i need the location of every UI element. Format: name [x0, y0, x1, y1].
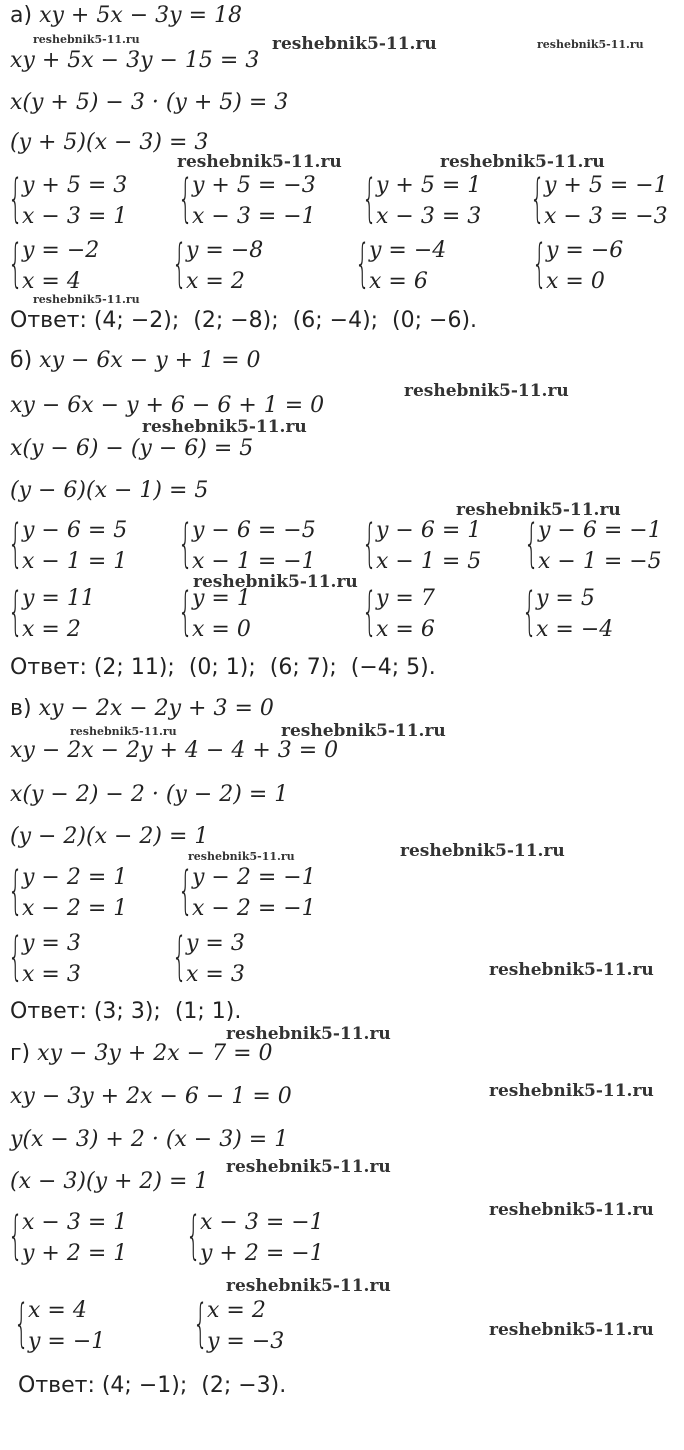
system-row: x = 4: [22, 269, 81, 294]
brace-icon: {: [8, 582, 23, 642]
watermark: reshebnik5-11.ru: [272, 34, 437, 54]
system-row: x = 6: [376, 617, 435, 642]
system-row: x = 2: [207, 1298, 266, 1323]
system-row: y + 5 = 1: [376, 173, 482, 198]
brace-icon: {: [178, 169, 193, 229]
watermark: reshebnik5-11.ru: [489, 1320, 654, 1340]
watermark: reshebnik5-11.ru: [456, 500, 621, 520]
part-a-heading: [10, 2, 242, 30]
watermark: reshebnik5-11.ru: [489, 1081, 654, 1101]
system-row: x − 1 = 5: [376, 549, 482, 574]
system-row: y = −3: [207, 1329, 285, 1354]
part-a-step-1: xy + 5x − 3y − 15 = 3: [10, 48, 260, 73]
system-row: x − 1 = 1: [22, 549, 128, 574]
system-row: y + 5 = 3: [22, 173, 128, 198]
brace-icon: {: [8, 1206, 23, 1266]
system-row: y + 5 = −3: [192, 173, 316, 198]
system-row: x − 2 = 1: [22, 896, 128, 921]
part-b-step-3: (y − 6)(x − 1) = 5: [10, 478, 209, 503]
system-row: y = 3: [186, 931, 245, 956]
system-row: x = 3: [186, 962, 245, 987]
brace-icon: {: [355, 234, 370, 294]
brace-icon: {: [362, 582, 377, 642]
system-row: y − 6 = −5: [192, 518, 316, 543]
part-d-step-3: (x − 3)(y + 2) = 1: [10, 1169, 209, 1194]
system-row: y = −6: [546, 238, 624, 263]
brace-icon: {: [8, 861, 23, 921]
part-b-answer: Ответ: (2; 11); (0; 1); (6; 7); (−4; 5).: [10, 655, 436, 680]
system-row: x = 2: [22, 617, 81, 642]
brace-icon: {: [8, 169, 23, 229]
watermark: reshebnik5-11.ru: [489, 1200, 654, 1220]
system-row: y = 3: [22, 931, 81, 956]
system-row: x = 0: [192, 617, 251, 642]
system-row: y = 7: [376, 586, 435, 611]
brace-icon: {: [522, 582, 537, 642]
part-a-equation: xy + 5x − 3y = 18: [39, 3, 242, 28]
system-row: x = 2: [186, 269, 245, 294]
part-c-step-3: (y − 2)(x − 2) = 1: [10, 824, 209, 849]
system-row: y = 11: [22, 586, 95, 611]
watermark: reshebnik5-11.ru: [177, 152, 342, 172]
part-d-heading: [10, 1040, 273, 1068]
watermark: reshebnik5-11.ru: [193, 572, 358, 592]
watermark: reshebnik5-11.ru: [404, 381, 569, 401]
part-b-step-2: x(y − 6) − (y − 6) = 5: [10, 436, 254, 461]
watermark: reshebnik5-11.ru: [226, 1024, 391, 1044]
watermark: reshebnik5-11.ru: [33, 33, 140, 46]
system-row: x − 1 = −1: [192, 549, 316, 574]
watermark: reshebnik5-11.ru: [33, 293, 140, 306]
system-row: x − 2 = −1: [192, 896, 316, 921]
part-d-label: г): [10, 1041, 31, 1066]
system-row: x = −4: [536, 617, 614, 642]
brace-icon: {: [172, 927, 187, 987]
watermark: reshebnik5-11.ru: [489, 960, 654, 980]
brace-icon: {: [8, 514, 23, 574]
watermark: reshebnik5-11.ru: [226, 1157, 391, 1177]
brace-icon: {: [172, 234, 187, 294]
part-d-answer: Ответ: (4; −1); (2; −3).: [18, 1373, 287, 1398]
part-b-equation: xy − 6x − y + 1 = 0: [39, 348, 261, 373]
part-c-label: в): [10, 696, 32, 721]
brace-icon: {: [524, 514, 539, 574]
system-row: y = −2: [22, 238, 100, 263]
system-row: x − 3 = 3: [376, 204, 482, 229]
part-d-step-2: y(x − 3) + 2 · (x − 3) = 1: [10, 1127, 289, 1152]
brace-icon: {: [178, 861, 193, 921]
system-row: y + 5 = −1: [544, 173, 668, 198]
system-row: y − 2 = −1: [192, 865, 316, 890]
brace-icon: {: [14, 1294, 29, 1354]
brace-icon: {: [530, 169, 545, 229]
system-row: x − 3 = 1: [22, 1210, 128, 1235]
part-d-step-1: xy − 3y + 2x − 6 − 1 = 0: [10, 1084, 292, 1109]
system-row: x − 3 = −1: [200, 1210, 324, 1235]
brace-icon: {: [178, 582, 193, 642]
part-b-heading: [10, 347, 261, 375]
watermark: reshebnik5-11.ru: [70, 725, 177, 738]
part-a-answer: Ответ: (4; −2); (2; −8); (6; −4); (0; −6).: [10, 308, 478, 333]
system-row: y = −8: [186, 238, 264, 263]
system-row: x − 3 = 1: [22, 204, 128, 229]
watermark: reshebnik5-11.ru: [226, 1276, 391, 1296]
system-row: y − 6 = 1: [376, 518, 482, 543]
part-a-step-3: (y + 5)(x − 3) = 3: [10, 130, 209, 155]
system-row: y − 6 = −1: [538, 518, 662, 543]
part-c-step-2: x(y − 2) − 2 · (y − 2) = 1: [10, 782, 289, 807]
system-row: y + 2 = 1: [22, 1241, 128, 1266]
system-row: x − 3 = −1: [192, 204, 316, 229]
part-c-answer: Ответ: (3; 3); (1; 1).: [10, 999, 242, 1024]
brace-icon: {: [362, 514, 377, 574]
watermark: reshebnik5-11.ru: [142, 417, 307, 437]
system-row: x = 4: [28, 1298, 87, 1323]
brace-icon: {: [186, 1206, 201, 1266]
brace-icon: {: [8, 927, 23, 987]
part-b-label: б): [10, 348, 33, 373]
system-row: x = 6: [369, 269, 428, 294]
system-row: y = 5: [536, 586, 595, 611]
brace-icon: {: [532, 234, 547, 294]
part-c-heading: [10, 695, 274, 723]
system-row: x − 1 = −5: [538, 549, 662, 574]
watermark: reshebnik5-11.ru: [188, 850, 295, 863]
part-a-step-2: x(y + 5) − 3 · (y + 5) = 3: [10, 90, 289, 115]
system-row: y = −1: [28, 1329, 106, 1354]
brace-icon: {: [362, 169, 377, 229]
brace-icon: {: [193, 1294, 208, 1354]
watermark: reshebnik5-11.ru: [400, 841, 565, 861]
part-a-label: а): [10, 3, 33, 28]
system-row: x = 0: [546, 269, 605, 294]
system-row: y = −4: [369, 238, 447, 263]
system-row: x − 3 = −3: [544, 204, 668, 229]
system-row: x = 3: [22, 962, 81, 987]
part-d-equation: xy − 3y + 2x − 7 = 0: [37, 1041, 273, 1066]
system-row: y − 2 = 1: [22, 865, 128, 890]
watermark: reshebnik5-11.ru: [537, 38, 644, 51]
system-row: y = 1: [192, 586, 251, 611]
part-b-step-1: xy − 6x − y + 6 − 6 + 1 = 0: [10, 393, 325, 418]
watermark: reshebnik5-11.ru: [440, 152, 605, 172]
system-row: y + 2 = −1: [200, 1241, 324, 1266]
part-c-step-1: xy − 2x − 2y + 4 − 4 + 3 = 0: [10, 738, 339, 763]
part-c-equation: xy − 2x − 2y + 3 = 0: [38, 696, 274, 721]
brace-icon: {: [178, 514, 193, 574]
watermark: reshebnik5-11.ru: [281, 721, 446, 741]
brace-icon: {: [8, 234, 23, 294]
system-row: y − 6 = 5: [22, 518, 128, 543]
